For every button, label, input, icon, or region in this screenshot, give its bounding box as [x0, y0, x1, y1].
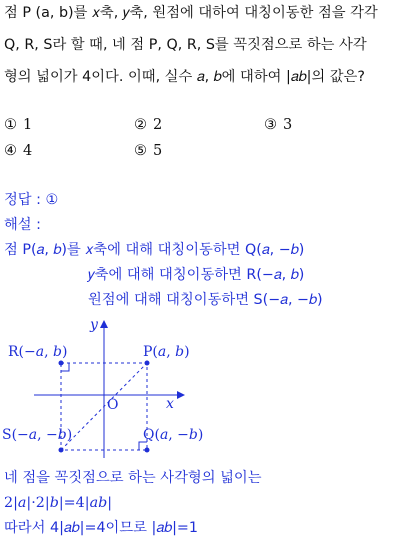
x-axis-label: 𝑥 [166, 396, 174, 412]
coordinate-diagram [0, 315, 230, 465]
choice-value: 2 [153, 117, 163, 133]
question-line-2: Q, R, S라 할 때, 네 점 P, Q, R, S를 꼭짓점으로 하는 사각 [4, 37, 367, 53]
choice-2[interactable] [134, 117, 162, 133]
point-s [59, 448, 64, 453]
point-q [145, 448, 150, 453]
choice-value: 1 [23, 117, 33, 133]
choice-value: 4 [23, 143, 33, 159]
choice-number: ⑤ [134, 143, 147, 159]
choice-number: ③ [264, 117, 277, 133]
choice-1[interactable] [4, 117, 32, 133]
origin-label: O [107, 397, 119, 413]
point-s-label: S(−𝑎, −𝑏) [2, 427, 73, 443]
choice-value: 3 [283, 117, 293, 133]
answer-label: 정답 : ① [4, 192, 59, 208]
explanation-step-3: 원점에 대해 대칭이동하면 S(−𝑎, −𝑏) [88, 292, 323, 308]
conclusion-line-1: 네 점을 꼭짓점으로 하는 사각형의 넓이는 [4, 470, 262, 486]
choice-number: ① [4, 117, 17, 133]
point-p-label: P(𝑎, 𝑏) [143, 344, 190, 360]
choice-number: ④ [4, 143, 17, 159]
choice-value: 5 [153, 143, 163, 159]
explanation-step-1: 점 P(𝑎, 𝑏)를 𝑥축에 대해 대칭이동하면 Q(𝑎, −𝑏) [4, 242, 305, 258]
point-q-label: Q(𝑎, −𝑏) [143, 427, 204, 443]
point-p [145, 361, 150, 366]
conclusion-line-3: 따라서 4|𝑎𝑏|=4이므로 |𝑎𝑏|=1 [4, 520, 198, 536]
question-line-3: 형의 넓이가 4이다. 이때, 실수 𝑎, 𝑏에 대하여 |𝑎𝑏|의 값은? [4, 69, 365, 85]
point-r [59, 361, 64, 366]
choice-4[interactable] [4, 143, 32, 159]
x-axis-arrow [177, 391, 185, 399]
point-r-label: R(−𝑎, 𝑏) [8, 344, 68, 360]
explanation-label: 해설 : [4, 217, 41, 233]
conclusion-line-2: 2|𝑎|·2|𝑏|=4|𝑎𝑏| [4, 495, 113, 511]
explanation-step-2: 𝑦축에 대해 대칭이동하면 R(−𝑎, 𝑏) [88, 267, 305, 283]
choice-number: ② [134, 117, 147, 133]
question-line-1: 점 P (a, b)를 𝑥축, 𝑦축, 원점에 대하여 대칭이동한 점을 각각 [4, 5, 378, 21]
choice-5[interactable] [134, 143, 162, 159]
y-axis-label: 𝑦 [90, 317, 98, 333]
choice-3[interactable] [264, 117, 292, 133]
y-axis-arrow [100, 320, 108, 328]
